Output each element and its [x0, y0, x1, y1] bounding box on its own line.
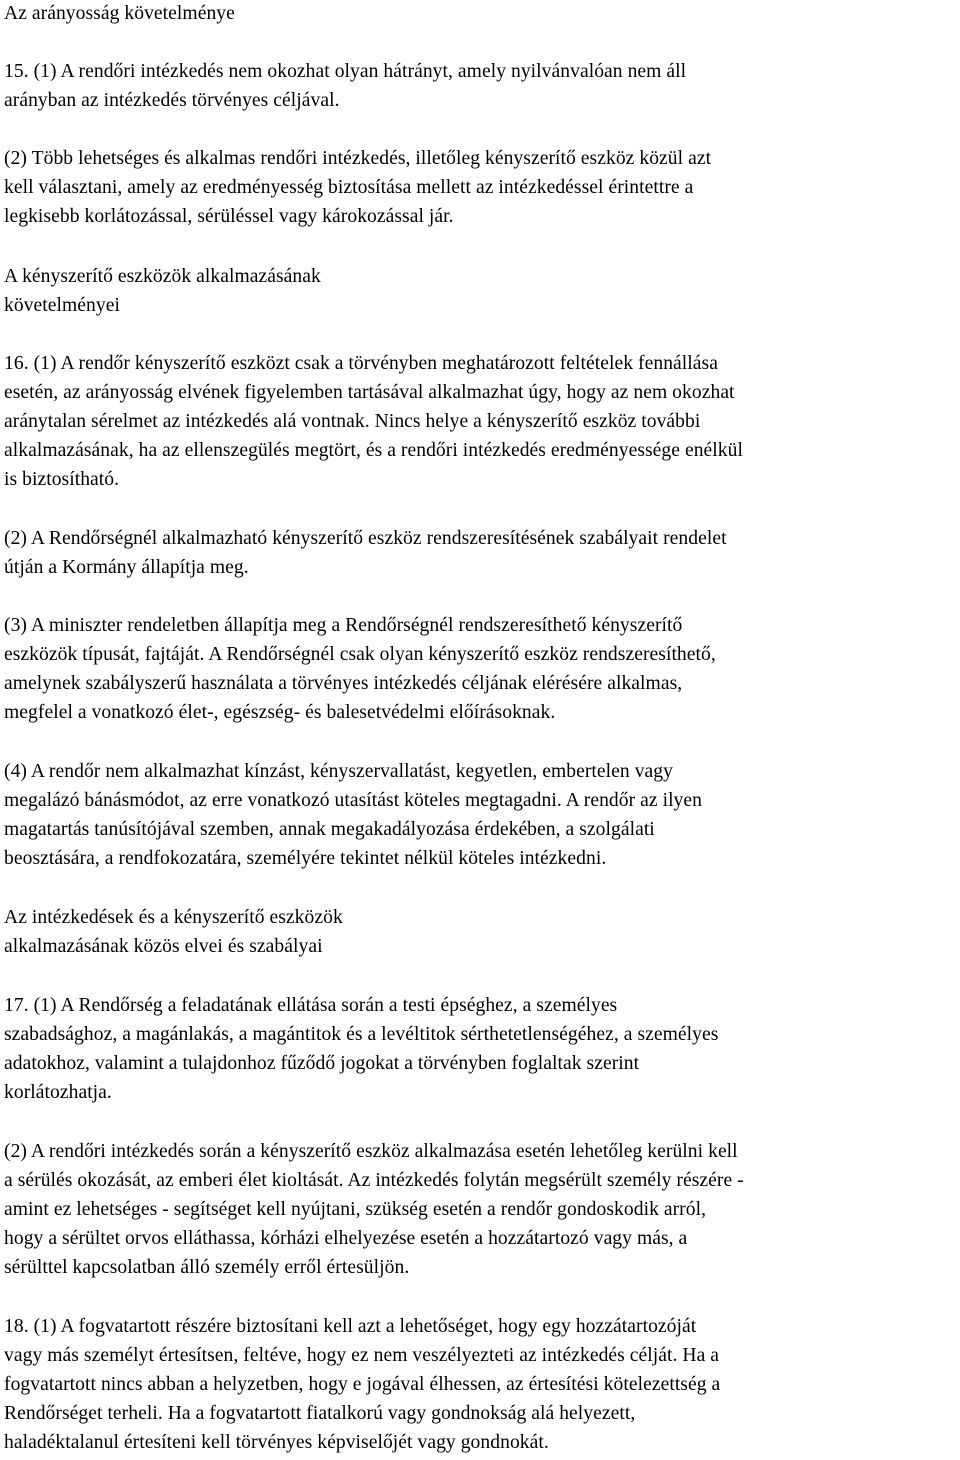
paragraph-16-4-line: magatartás tanúsítójával szemben, annak megakadályozása érdekében, a szolgálati: [4, 819, 655, 840]
paragraph-16-3-line: megfelel a vonatkozó élet-, egészség- és balesetvédelmi előírásoknak.: [4, 702, 556, 723]
paragraph-18-1-line: Rendőrséget terheli. Ha a fogvatartott fiatalkorú vagy gondnokság alá helyezett,: [4, 1403, 636, 1424]
paragraph-16-3-line: amelynek szabályszerű használata a törvényes intézkedés céljának elérésére alkalmas,: [4, 673, 683, 694]
paragraph-16-4-line: beosztására, a rendfokozatára, személyére tekintet nélkül köteles intézkedni.: [4, 848, 607, 869]
paragraph-16-2-line: (2) A Rendőrségnél alkalmazható kényszerítő eszköz rendszeresítésének szabályait rendelet: [4, 528, 727, 549]
paragraph-15-2-line: (2) Több lehetséges és alkalmas rendőri intézkedés, illetőleg kényszerítő eszköz közül azt: [4, 148, 712, 169]
paragraph-15-2-line: kell választani, amely az eredményesség biztosítása mellett az intézkedéssel érintettre a: [4, 177, 694, 198]
paragraph-16-1-line: aránytalan sérelmet az intézkedés alá vontnak. Nincs helye a kényszerítő eszköz további: [4, 411, 701, 432]
paragraph-16-1-line: 16. (1) A rendőr kényszerítő eszközt csak a törvényben meghatározott feltételek fennállása: [4, 353, 718, 374]
paragraph-18-1-line: vagy más személyt értesítsen, feltéve, hogy ez nem veszélyezteti az intézkedés célját. Ha a: [4, 1345, 720, 1366]
section-heading-proportionality: Az arányosság követelménye: [4, 3, 235, 24]
section-heading-common-principles: alkalmazásának közös elvei és szabályai: [4, 936, 323, 957]
paragraph-17-2-line: a sérülés okozását, az emberi élet kioltását. Az intézkedés folytán megsérült személy részére -: [4, 1170, 744, 1191]
paragraph-16-1-line: esetén, az arányosság elvének figyelemben tartásával alkalmazhat úgy, hogy az nem okozhat: [4, 382, 735, 403]
paragraph-17-1-line: adatokhoz, valamint a tulajdonhoz fűződő jogokat a törvényben foglaltak szerint: [4, 1053, 640, 1074]
section-heading-common-principles: Az intézkedések és a kényszerítő eszközök: [4, 907, 343, 928]
paragraph-16-3-line: eszközök típusát, fajtáját. A Rendőrségnél csak olyan kényszerítő eszköz rendszeresíthető,: [4, 644, 716, 665]
paragraph-16-4-line: (4) A rendőr nem alkalmazhat kínzást, kényszervallatást, kegyetlen, embertelen vagy: [4, 761, 673, 782]
section-heading-coercive-means: A kényszerítő eszközök alkalmazásának: [4, 266, 321, 287]
paragraph-16-3-line: (3) A miniszter rendeletben állapítja meg a Rendőrségnél rendszeresíthető kényszerítő: [4, 615, 683, 636]
paragraph-18-1-line: 18. (1) A fogvatartott részére biztosítani kell azt a lehetőséget, hogy egy hozzátartozóját: [4, 1316, 697, 1337]
paragraph-17-2-line: sérülttel kapcsolatban álló személy erről értesüljön.: [4, 1257, 410, 1278]
section-heading-coercive-means: követelményei: [4, 295, 120, 316]
paragraph-17-2-line: hogy a sérültet orvos elláthassa, kórházi elhelyezése esetén a hozzátartozó vagy más, a: [4, 1228, 688, 1249]
paragraph-17-2-line: (2) A rendőri intézkedés során a kényszerítő eszköz alkalmazása esetén lehetőleg kerülni kell: [4, 1141, 738, 1162]
paragraph-18-1-line: haladéktalanul értesíteni kell törvényes képviselőjét vagy gondnokát.: [4, 1432, 549, 1453]
paragraph-15-1-line: arányban az intézkedés törvényes céljával.: [4, 90, 340, 111]
paragraph-17-1-line: korlátozhatja.: [4, 1082, 112, 1103]
paragraph-17-2-line: amint ez lehetséges - segítséget kell nyújtani, szükség esetén a rendőr gondoskodik arról,: [4, 1199, 707, 1220]
paragraph-18-1-line: fogvatartott nincs abban a helyzetben, hogy e jogával élhessen, az értesítési kötelezettség a: [4, 1374, 721, 1395]
paragraph-16-1-line: is biztosítható.: [4, 469, 120, 490]
paragraph-16-1-line: alkalmazásának, ha az ellenszegülés megtört, és a rendőri intézkedés eredményessége enélkül: [4, 440, 743, 461]
paragraph-16-2-line: útján a Kormány állapítja meg.: [4, 557, 249, 578]
paragraph-17-1-line: szabadsághoz, a magánlakás, a magántitok és a levéltitok sérthetetlenségéhez, a személyes: [4, 1024, 719, 1045]
paragraph-16-4-line: megalázó bánásmódot, az erre vonatkozó utasítást köteles megtagadni. A rendőr az ilyen: [4, 790, 703, 811]
paragraph-15-2-line: legkisebb korlátozással, sérüléssel vagy károkozással jár.: [4, 206, 454, 227]
paragraph-17-1-line: 17. (1) A Rendőrség a feladatának ellátása során a testi épséghez, a személyes: [4, 995, 618, 1016]
paragraph-15-1-line: 15. (1) A rendőri intézkedés nem okozhat olyan hátrányt, amely nyilvánvalóan nem áll: [4, 61, 687, 82]
